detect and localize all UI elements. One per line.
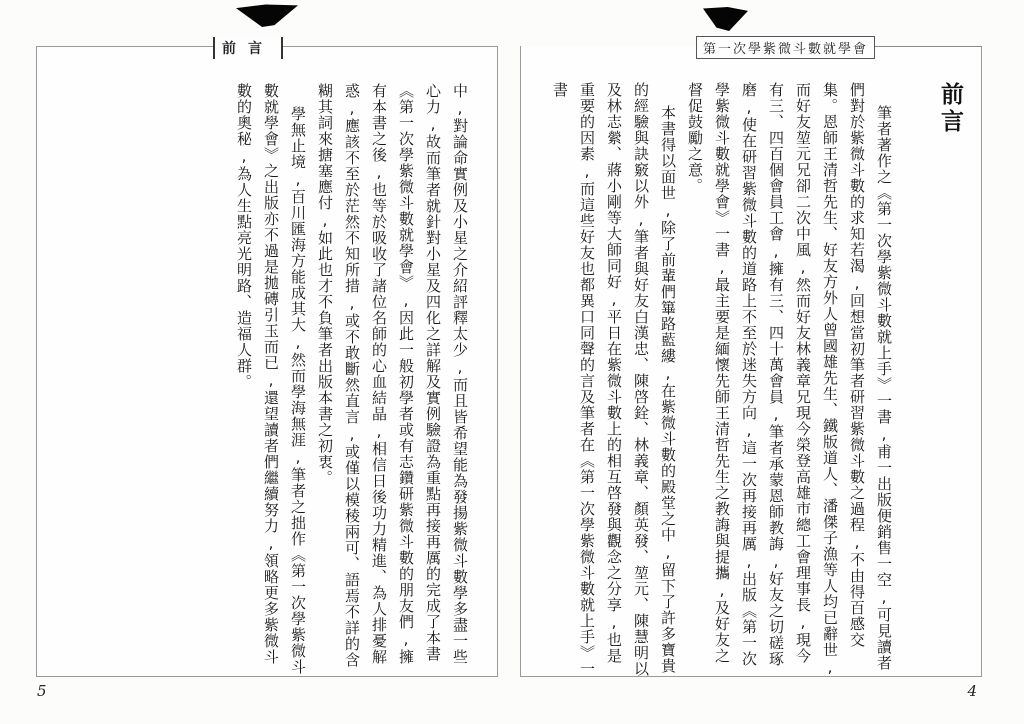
paragraph: 學無止境,百川匯海方能成其大,然而學海無涯,筆者之拙作《第一次學紫微斗數就學會》之出版亦不過是拋磚引玉而已,還望讀者們繼續努力,領略更多紫微斗數的奧秘,為人生點亮光明路、造福人群。 — [235, 83, 307, 675]
preface-title: 前言 — [937, 82, 963, 136]
running-head-book-title: 第一次學紫微斗數就學會 — [696, 36, 875, 59]
page-number-4: 4 — [967, 682, 977, 700]
page-5-text-block — [47, 83, 473, 679]
paragraph: 本書得以面世,除了前輩們篳路藍縷,在紫微斗數的殿堂之中,留下了許多寶貴的經驗與訣竅以外,筆者與好友白漢忠、陳啓銓、林義章、顏英發、堃元、陳慧明以及林志縈、蔣小剛等大師同好,平日在紫微斗數上的相互啓發與觀念之分享,也是重要的因素,而這些好友也都異口同聲的言及筆者在《第一次學紫微斗數就上手》一書 — [551, 82, 677, 677]
paragraph-continuation: 中,對論命實例及小星之介紹評釋太少,而且皆希望能為發揚紫微斗數學多盡一些心力,故而筆者就針對小星及四化之詳解及實例驗證為重點再接再厲的完成了本書《第一次學紫微斗數就學會》,因此一般初學者或有志鑽研紫微斗數的朋友們,擁有本書之後,也等於吸收了諸位名師的心血結晶,相信日後功力精進、為人排憂解惑,應該不至於茫然不知所措,或不敢斷然直言,或僅以模稜兩可、語焉不詳的含糊其詞來搪塞應付,如此也才不負筆者出版本書之初衷。 — [316, 83, 469, 668]
book-page-5 — [36, 41, 498, 677]
header-rule — [870, 46, 982, 47]
paragraph: 筆者著作之《第一次學紫微斗數就上手》一書,甫一出版便銷售一空,可見讀者們對於紫微斗數的求知若渴,回想當初筆者研習紫微斗數之過程,不由得百感交集。恩師王清哲先生、好友方外人曾國雄先生、鐵版道人、潘傑子漁等人均已辭世,而好友堃元兄卻二次中風,然而好友林義章兄現今榮登高雄市總工會理事長,現今有三、四百個會員工會,擁有三、四十萬會員,筆者承蒙恩師教誨,好友之切磋琢磨,使在研習紫微斗數的道路上不至於迷失方向,這一次再接再厲,出版《第一次學紫微斗數就學會》一書,最主要是緬懷先師王清哲先生之教誨與提攜,及好友之督促鼓勵之意。 — [686, 82, 893, 677]
running-head-chapter-title: 前言 — [213, 37, 283, 59]
book-page-4 — [520, 42, 982, 677]
scan-artifact-mark-left — [236, 4, 298, 27]
page-number-5: 5 — [37, 682, 47, 700]
scan-artifact-mark-right — [703, 7, 748, 31]
page-4-text-block — [531, 82, 965, 678]
